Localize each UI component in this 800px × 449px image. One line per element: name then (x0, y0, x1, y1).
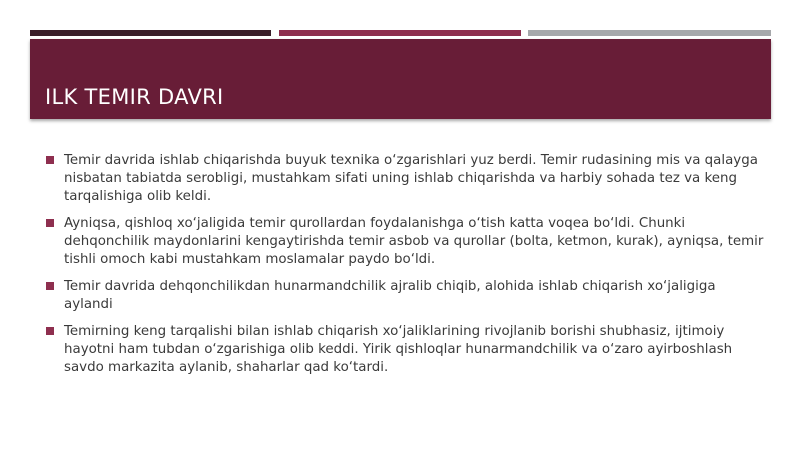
square-bullet-icon (46, 219, 54, 227)
bullet-list (46, 152, 768, 386)
bullet-text: Temirning keng tarqalishi bilan ishlab chiqarish xo‘jaliklarining rivojlanib borishi shubhasiz, ijtimoiy hayotni ham tubdan o‘zgarishiga olib keddi. Yirik qishloqlar hunarmandchilik va o‘zaro ayirboshlash savdo markazita aylanib, shaharlar qad ko‘tardi. (64, 324, 733, 375)
bullet-item (46, 323, 768, 377)
bullet-item (46, 215, 768, 269)
square-bullet-icon (46, 327, 54, 335)
bullet-text: Temir davrida dehqonchilikdan hunarmandchilik ajralib chiqib, alohida ishlab chiqarish xo‘jaligiga aylandi (64, 279, 716, 312)
title-band (30, 39, 771, 119)
top-accent-bar-gray (528, 30, 771, 36)
top-accent-bar-maroon (279, 30, 521, 36)
square-bullet-icon (46, 282, 54, 290)
square-bullet-icon (46, 156, 54, 164)
bullet-item (46, 278, 768, 314)
bullet-text: Ayniqsa, qishloq xo‘jaligida temir qurollardan foydalanishga o‘tish katta voqea bo‘ldi. Chunki dehqonchilik maydonlarini kengaytirishda temir asbob va qurollar (bolta, ketmon, kurak), ayniqsa, temir tishli omoch kabi mustahkam moslamalar paydo bo‘ldi. (64, 216, 764, 267)
bullet-text: Temir davrida ishlab chiqarishda buyuk texnika o‘zgarishlari yuz berdi. Temir rudasining mis va qalayga nisbatan tabiatda serobligi, mustahkam sifati uning ishlab chiqarishda va harbiy sohada tez va keng tarqalishiga olib keldi. (64, 153, 758, 204)
slide-title: ILK TEMIR DAVRI (45, 85, 224, 109)
bullet-item (46, 152, 768, 206)
top-accent-bar-dark (30, 30, 271, 36)
